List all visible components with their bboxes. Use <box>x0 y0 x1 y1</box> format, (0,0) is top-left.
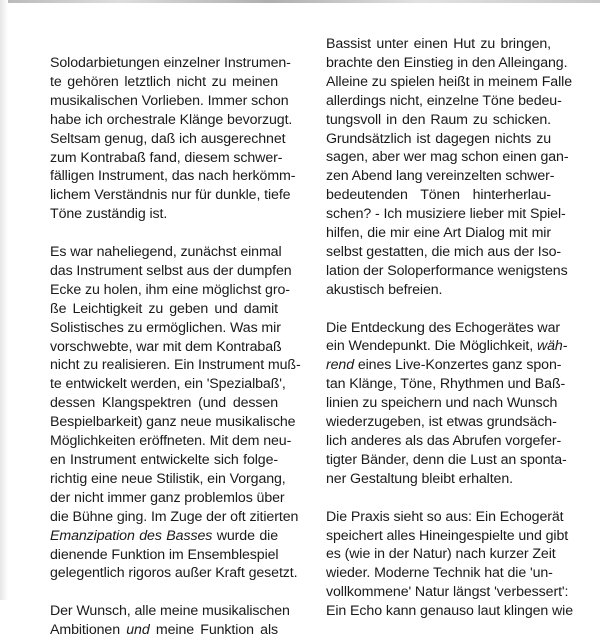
text-line: fälligen Instrument, das nach herkömm- <box>50 168 296 185</box>
text-line <box>50 527 278 546</box>
text-line: Die Praxis sieht so aus: Ein Echogerät <box>326 508 564 525</box>
text-line: gelegentlich rigoros außer Kraft gesetzt. <box>50 565 298 582</box>
text-line: habe ich orchestrale Klänge bevorzugt. <box>50 111 293 128</box>
text-line: tungsvoll in den Raum zu schicken. <box>326 111 551 128</box>
text-line: Solodarbietungen einzelner Instrumen- <box>50 55 291 71</box>
paragraph-spacer <box>50 224 278 243</box>
text-line: Grundsätzlich ist dagegen nichts zu <box>326 130 551 147</box>
text-line: tigter Bänder, denn die Lust an sponta- <box>326 451 567 468</box>
text-line: wiederzugeben, ist etwas grundsäch- <box>326 414 557 431</box>
right-text-column <box>326 35 574 621</box>
paragraph <box>326 35 572 300</box>
paragraph <box>326 508 574 621</box>
paragraph-spacer <box>326 300 551 319</box>
text-line: Töne zuständig ist. <box>50 206 168 223</box>
italic-text: und <box>126 622 150 639</box>
text-line: der nicht immer ganz problemlos über <box>50 489 285 506</box>
text-line: ße Leichtigkeit zu geben und damit <box>50 300 278 317</box>
text-line: nicht zu realisieren. Ein Instrument muß- <box>50 357 301 374</box>
text-line: selbst gestatten, die mich aus der Iso- <box>326 243 562 260</box>
text-line: linien zu speichern und nach Wunsch <box>326 395 558 412</box>
italic-text: Emanzipation des Basses <box>50 527 213 544</box>
text-line: vollkommene' Natur längst 'verbessert': <box>326 584 569 601</box>
text-line: speichert alles Hineingespielte und gibt <box>326 527 569 544</box>
text-line: vorschwebte, war mit dem Kontrabaß <box>50 338 282 355</box>
text-line: allerdings nicht, einzelne Töne bedeu- <box>326 92 562 109</box>
text-line: Es war naheliegend, zunächst einmal <box>50 244 282 261</box>
paragraph <box>50 54 296 224</box>
text-line: ner Gestaltung bleibt erhalten. <box>326 470 513 487</box>
text-line: dienende Funktion im Ensemblespiel <box>50 546 279 563</box>
text-line: Möglichkeiten eröffneten. Mit dem neu- <box>50 433 292 450</box>
text-line: Ecke zu holen, ihm eine möglichst gro- <box>50 281 290 298</box>
text-run: Ambitionen <box>50 622 127 639</box>
text-line: hilfen, die mir eine Art Dialog mit mir <box>326 225 551 242</box>
scan-top-edge <box>0 0 600 3</box>
text-run: wurde die <box>212 527 278 544</box>
text-line: akustisch befreien. <box>326 281 443 298</box>
text-line: sagen, aber wer mag schon einen gan- <box>326 149 569 166</box>
text-line: Bassist unter einen Hut zu bringen, <box>326 36 551 52</box>
text-line: Solistisches zu ermöglichen. Was mir <box>50 319 281 336</box>
text-line: musikalischen Vorlieben. Immer schon <box>50 92 289 109</box>
italic-text: rend <box>326 357 354 374</box>
paragraph-spacer <box>50 583 278 602</box>
text-line: schen? - Ich musiziere lieber mit Spiel- <box>326 206 566 223</box>
text-line <box>50 621 278 640</box>
text-line: lichem Verständnis nur für dunkle, tiefe <box>50 187 291 204</box>
text-line: wieder. Moderne Technik hat die 'un- <box>326 565 553 582</box>
left-text-column <box>50 54 301 640</box>
paragraph <box>326 319 568 489</box>
text-line: das Instrument selbst aus der dumpfen <box>50 262 292 279</box>
text-run: meine Funktion als <box>149 622 278 639</box>
paragraph <box>50 602 290 640</box>
text-line: die Bühne ging. Im Zuge der oft zitierten <box>50 508 299 525</box>
text-line <box>326 337 568 356</box>
italic-text: wäh- <box>536 338 568 355</box>
paragraph <box>50 243 301 583</box>
text-line: zum Kontrabaß fand, diesem schwer- <box>50 149 283 166</box>
text-line: lich anderes als das Abrufen vorgefer- <box>326 433 562 450</box>
text-line: richtig eine neue Stilistik, ein Vorgang, <box>50 470 286 487</box>
text-run: ein Wendepunkt. Die Möglichkeit, <box>326 338 537 355</box>
text-line: Bespielbarkeit) ganz neue musikalische <box>50 414 296 431</box>
text-line: Der Wunsch, alle meine musikalischen <box>50 603 290 620</box>
text-line: Ein Echo kann genauso laut klingen wie <box>326 603 574 620</box>
text-line: Alleine zu spielen heißt in meinem Falle <box>326 73 572 90</box>
text-line: Seltsam genug, daß ich ausgerechnet <box>50 130 286 147</box>
paragraph-spacer <box>326 489 551 508</box>
text-line: lation der Soloperformance wenigstens <box>326 262 568 279</box>
text-line <box>326 356 562 375</box>
text-line: te entwickelt werden, ein 'Spezialbaß', <box>50 376 286 393</box>
text-line: brachte den Einstieg in den Alleingang. <box>326 54 568 71</box>
text-run: eines Live-Konzertes ganz spon- <box>354 357 562 374</box>
text-line: tan Klänge, Töne, Rhythmen und Baß- <box>326 376 566 393</box>
text-line: zen Abend lang vereinzelten schwer- <box>326 168 555 185</box>
text-line: bedeutenden Tönen hinterherlau- <box>326 187 551 204</box>
page-gutter-shadow <box>0 0 8 600</box>
text-line: en Instrument entwickelte sich folge- <box>50 452 278 469</box>
text-line: es (wie in der Natur) nach kurzer Zeit <box>326 546 556 563</box>
text-line: te gehören letztlich nicht zu meinen <box>50 73 278 90</box>
text-line: Die Entdeckung des Echogerätes war <box>326 319 560 336</box>
text-line: dessen Klangspektren (und dessen <box>50 395 278 412</box>
